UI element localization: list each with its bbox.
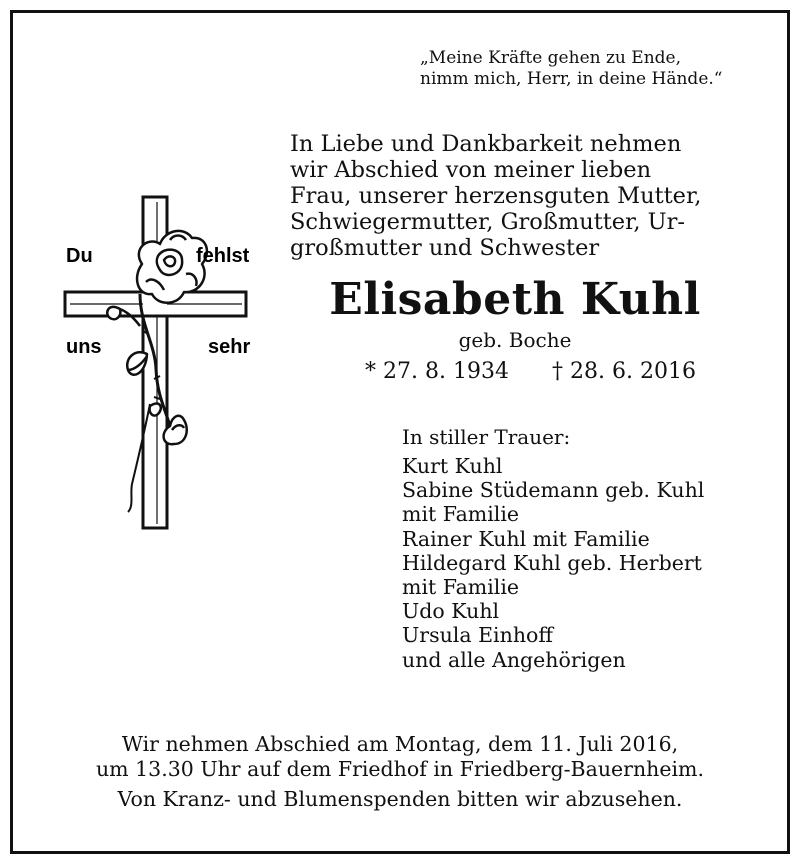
motto-line-1: „Meine Kräfte gehen zu Ende, — [420, 48, 681, 68]
cross-word-sehr: sehr — [208, 336, 251, 358]
funeral-notice — [30, 732, 770, 812]
cross-with-rose-icon — [60, 194, 270, 534]
death-date: † 28. 6. 2016 — [552, 359, 696, 384]
intro-text — [290, 131, 750, 261]
mourner-line: mit Familie — [402, 575, 520, 600]
mourner-line: mit Familie — [402, 502, 520, 527]
intro-line: großmutter und Schwester — [290, 235, 600, 261]
funeral-place-line: um 13.30 Uhr auf dem Friedhof in Friedberg-Bauernheim. — [95, 756, 705, 781]
mourner-line: Kurt Kuhl — [402, 454, 503, 478]
mourners-list — [402, 454, 704, 672]
mourner-line: und alle Angehörigen — [402, 647, 626, 672]
deceased-name: Elisabeth Kuhl — [329, 274, 701, 325]
intro-line: In Liebe und Dankbarkeit nehmen — [290, 131, 682, 157]
intro-line: wir Abschied von meiner lieben — [290, 157, 652, 183]
mourners-heading: In stiller Trauer: — [402, 425, 571, 449]
flower-request-line: Von Kranz- und Blumenspenden bitten wir abzusehen. — [117, 787, 683, 811]
mourner-line: Udo Kuhl — [402, 599, 500, 624]
cross-word-uns: uns — [66, 336, 102, 358]
intro-line: Schwiegermutter, Großmutter, Ur- — [290, 209, 686, 235]
funeral-date-line: Wir nehmen Abschied am Montag, dem 11. Juli 2016, — [121, 732, 679, 756]
maiden-name: geb. Boche — [458, 328, 572, 352]
cross-word-fehlst: fehlst — [196, 245, 250, 267]
mourner-line: Hildegard Kuhl geb. Herbert — [402, 550, 702, 575]
birth-date: * 27. 8. 1934 — [365, 359, 509, 384]
mourner-line: Rainer Kuhl mit Familie — [402, 526, 650, 551]
intro-line: Frau, unserer herzensguten Mutter, — [290, 183, 702, 209]
cross-word-du: Du — [66, 245, 93, 267]
motto-quote — [420, 48, 750, 90]
mourner-line: Sabine Stüdemann geb. Kuhl — [402, 478, 705, 503]
mourner-line: Ursula Einhoff — [402, 623, 553, 648]
motto-line-2: nimm mich, Herr, in deine Hände.“ — [420, 69, 723, 89]
